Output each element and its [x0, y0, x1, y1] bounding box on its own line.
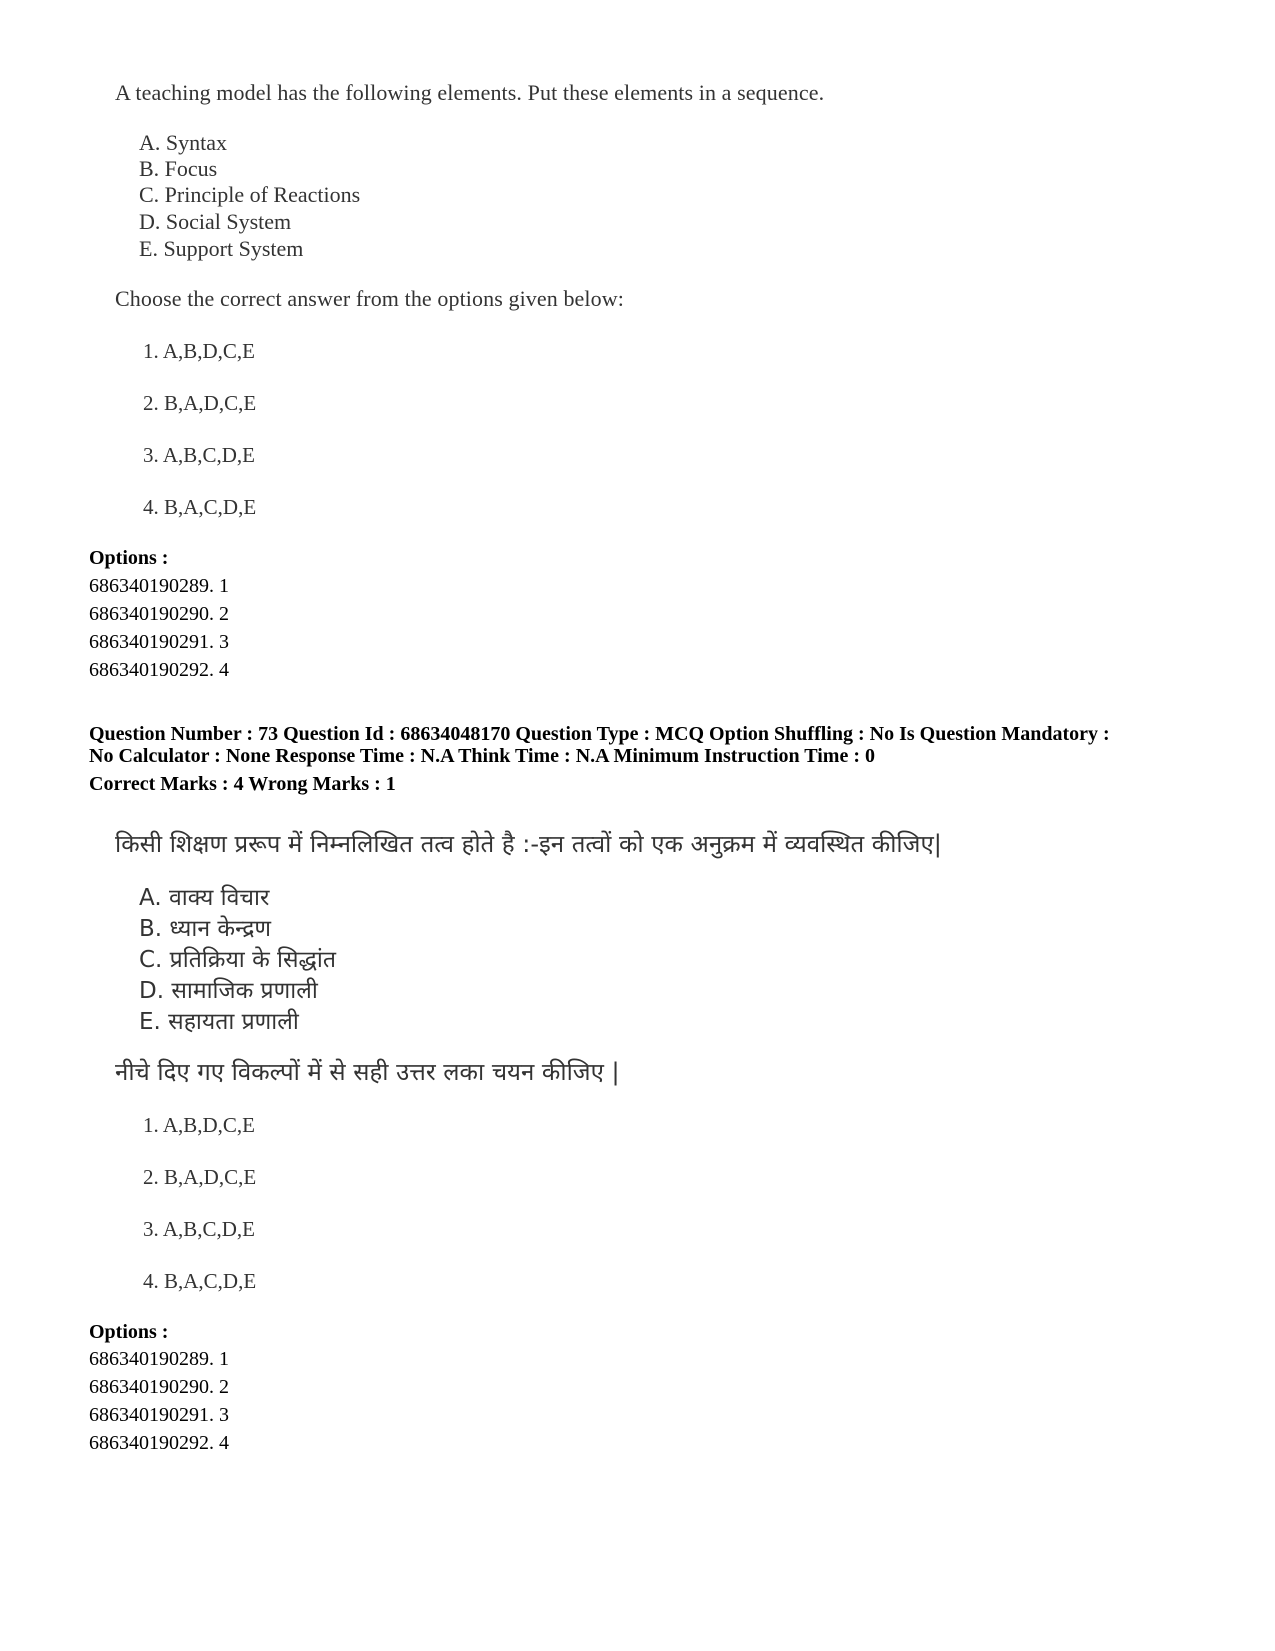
- answer-choice: 1. A,B,D,C,E: [143, 339, 256, 363]
- option-id: 686340190292. 4: [89, 1432, 229, 1454]
- question-stem-hindi: किसी शिक्षण प्ररूप में निम्नलिखित तत्व होते है :-इन तत्वों को एक अनुक्रम में व्यवस्थित कीजिए|: [115, 830, 942, 858]
- option-id: 686340190290. 2: [89, 1376, 229, 1398]
- element-item: C. Principle of Reactions: [139, 182, 361, 207]
- option-id: 686340190289. 1: [89, 575, 229, 597]
- element-item: D. सामाजिक प्रणाली: [139, 978, 318, 1004]
- option-id: 686340190291. 3: [89, 631, 229, 653]
- question-meta-line: Question Number : 73 Question Id : 68634048170 Question Type : MCQ Option Shuffling : No Is Question Mandatory :: [89, 723, 1110, 745]
- element-item: C. प्रतिक्रिया के सिद्धांत: [139, 947, 336, 973]
- choose-instruction: नीचे दिए गए विकल्पों में से सही उत्तर लका चयन कीजिए |: [115, 1058, 620, 1086]
- option-id: 686340190289. 1: [89, 1348, 229, 1370]
- answer-choice: 4. B,A,C,D,E: [143, 495, 257, 519]
- element-item: A. वाक्य विचार: [139, 885, 270, 911]
- answer-choice: 4. B,A,C,D,E: [143, 1269, 257, 1293]
- element-item: B. Focus: [139, 156, 218, 181]
- answer-choice: 2. B,A,D,C,E: [143, 391, 257, 415]
- question-stem-english: A teaching model has the following elements. Put these elements in a sequence.: [115, 80, 825, 105]
- element-item: B. ध्यान केन्द्रण: [139, 916, 272, 942]
- element-item: A. Syntax: [139, 130, 227, 155]
- answer-choice: 1. A,B,D,C,E: [143, 1113, 256, 1137]
- option-id: 686340190292. 4: [89, 659, 229, 681]
- options-label: Options :: [89, 547, 169, 569]
- options-label: Options :: [89, 1321, 169, 1343]
- answer-choice: 3. A,B,C,D,E: [143, 1217, 256, 1241]
- answer-choice: 3. A,B,C,D,E: [143, 443, 256, 467]
- option-id: 686340190291. 3: [89, 1404, 229, 1426]
- option-id: 686340190290. 2: [89, 603, 229, 625]
- element-item: E. Support System: [139, 236, 304, 261]
- element-item: D. Social System: [139, 209, 292, 234]
- question-meta-line: No Calculator : None Response Time : N.A Think Time : N.A Minimum Instruction Time : 0: [89, 745, 875, 767]
- element-item: E. सहायता प्रणाली: [139, 1009, 299, 1035]
- choose-instruction: Choose the correct answer from the options given below:: [115, 286, 624, 311]
- answer-choice: 2. B,A,D,C,E: [143, 1165, 257, 1189]
- question-marks: Correct Marks : 4 Wrong Marks : 1: [89, 773, 396, 795]
